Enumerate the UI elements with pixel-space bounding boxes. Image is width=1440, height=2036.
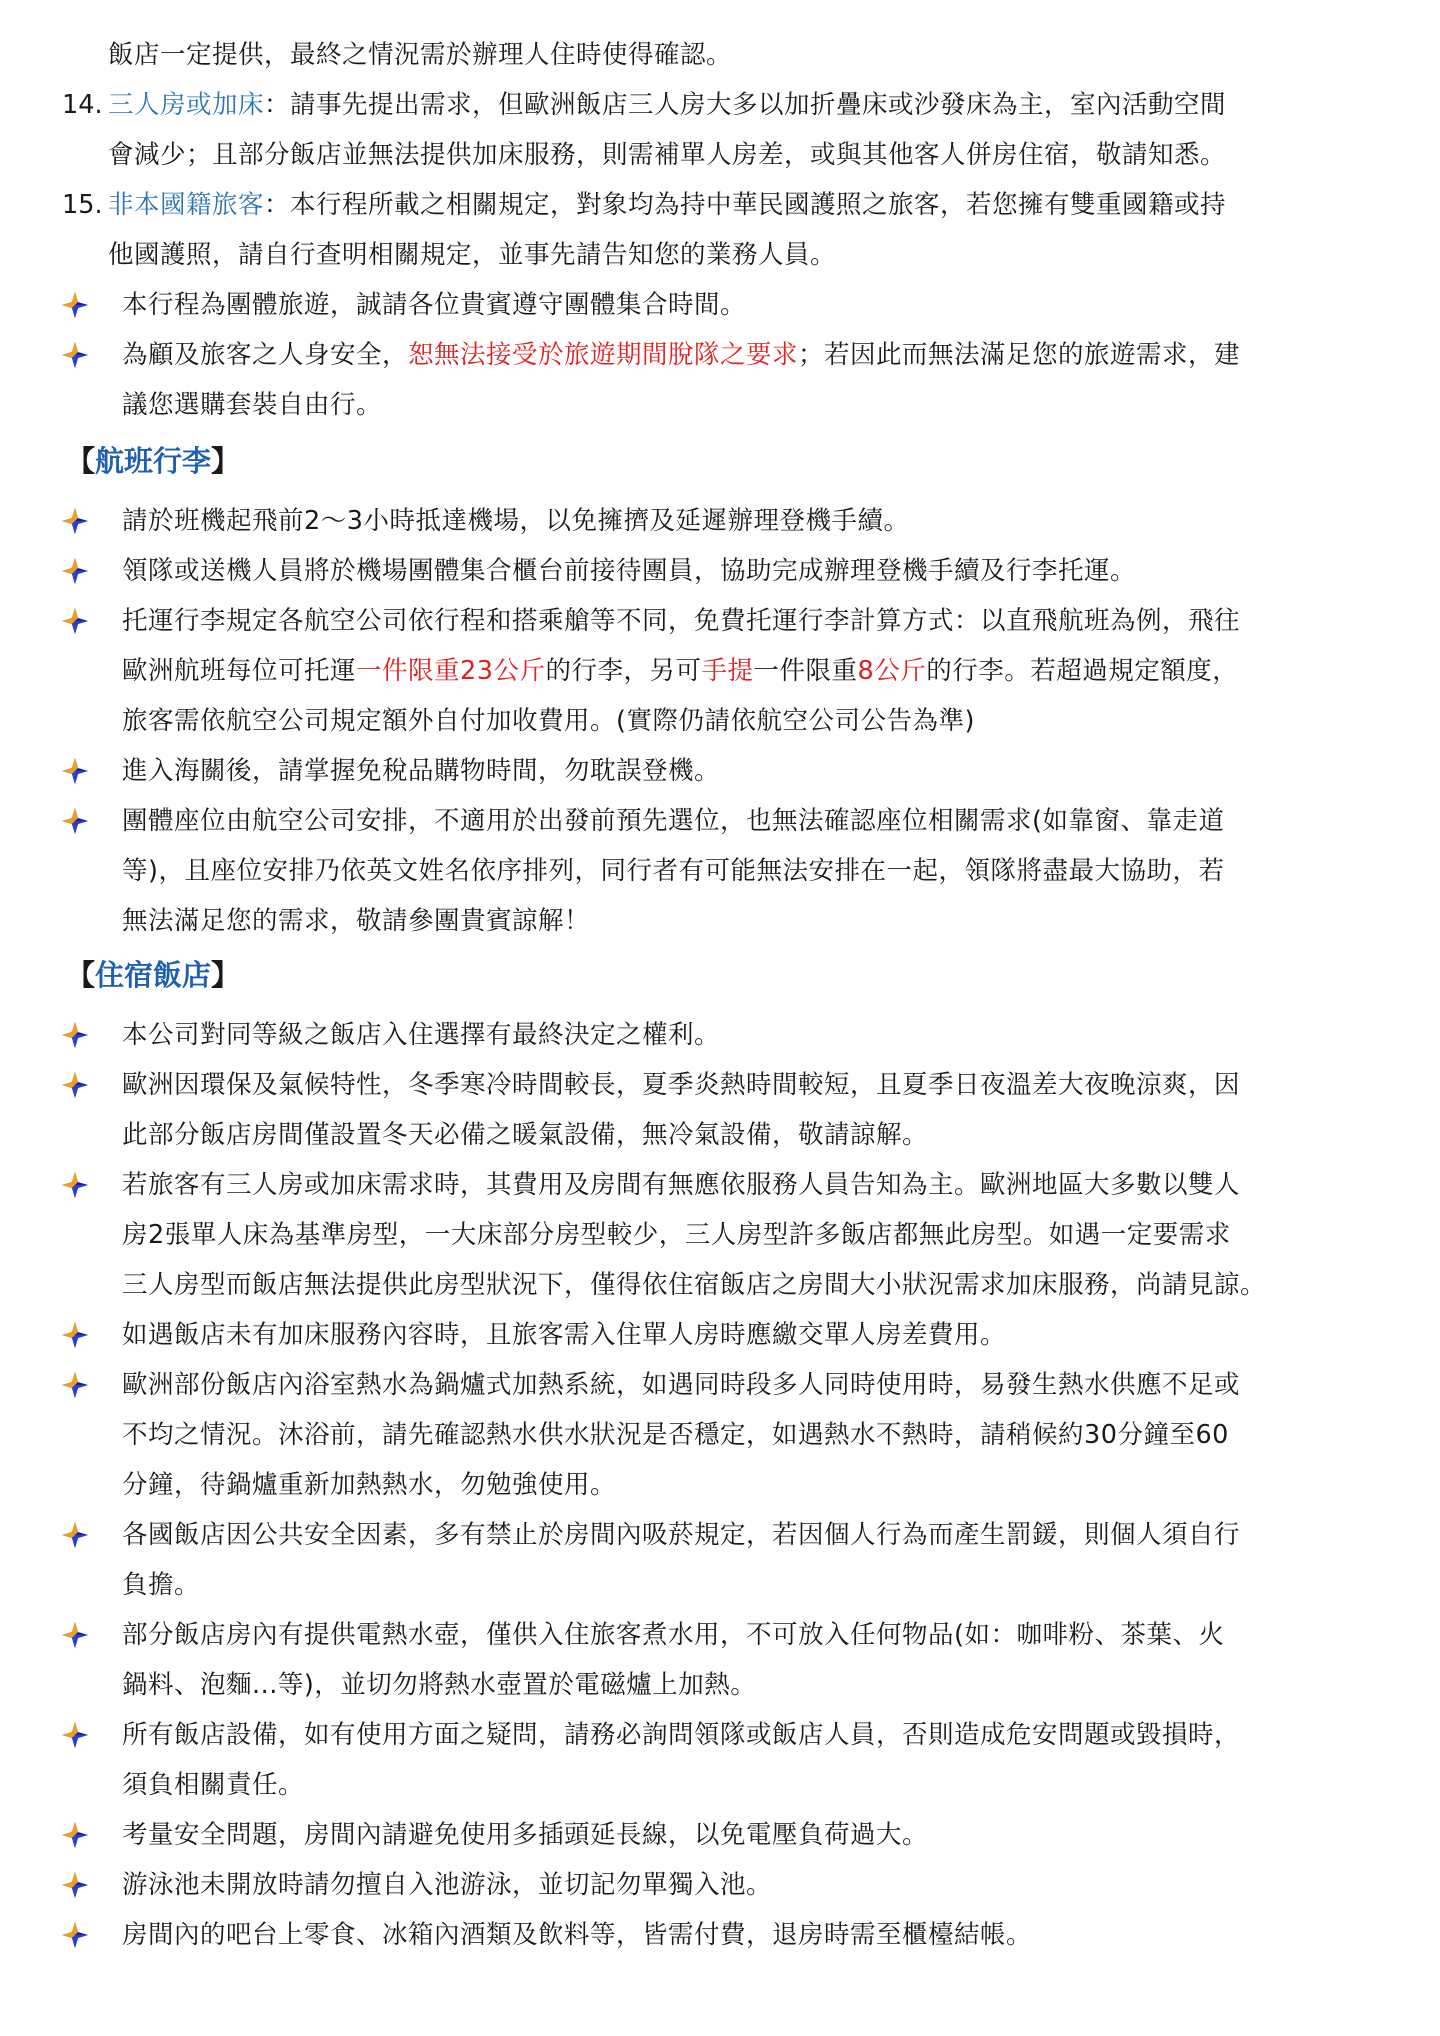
hotel-bullet-10: 游泳池未開放時請勿擅自入池游泳，並切記勿單獨入池。 (122, 1870, 773, 1900)
item-15-keyword: 非本國籍旅客 (108, 190, 265, 220)
hotel-bullet-3-line-1: 若旅客有三人房或加床需求時，其費用及房間有無應依服務人員告知為主。歐洲地區大多數以雙人 (122, 1170, 1241, 1200)
bullet-icon (60, 1320, 90, 1350)
hotel-bullet-4: 如遇飯店未有加床服務內容時，且旅客需入住單人房時應繳交單人房差費用。 (122, 1320, 1007, 1350)
bullet-icon (60, 1020, 90, 1050)
general-bullet-1: 本行程為團體旅遊，誠請各位貴賓遵守團體集合時間。 (122, 290, 747, 320)
general-bullet-2-line-1 (122, 338, 1240, 372)
bullet-icon (60, 606, 90, 636)
item-14-keyword: 三人房或加床 (108, 90, 265, 120)
item-15-line-1 (108, 188, 1226, 222)
general-bullet-2-text-a: 為顧及旅客之人身安全， (122, 340, 409, 370)
item-14-line-2: 會減少；且部分飯店並無法提供加床服務，則需補單人房差，或與其他客人併房住宿，敬請知悉。 (108, 140, 1227, 170)
flight-bullet-5-line-1: 團體座位由航空公司安排，不適用於出發前預先選位，也無法確認座位相關需求(如靠窗、靠走道 (122, 806, 1225, 836)
flight-b3-carry-on: 手提 (701, 656, 754, 686)
flight-b3-text-c: 一件限重 (753, 656, 858, 686)
bullet-icon (60, 1920, 90, 1950)
flight-b3-text-b: 的行李，另可 (545, 656, 702, 686)
hotel-bullet-2-line-2: 此部分飯店房間僅設置冬天必備之暖氣設備，無冷氣設備，敬請諒解。 (122, 1120, 929, 1150)
flight-bullet-2: 領隊或送機人員將於機場團體集合櫃台前接待團員，協助完成辦理登機手續及行李托運。 (122, 556, 1137, 586)
hotel-bullet-3-line-3: 三人房型而飯店無法提供此房型狀況下，僅得依住宿飯店之房間大小狀況需求加床服務，尚請見諒。 (122, 1270, 1267, 1300)
section-heading-hotel (66, 956, 240, 994)
hotel-bullet-1: 本公司對同等級之飯店入住選擇有最終決定之權利。 (122, 1020, 721, 1050)
heading-hotel-title: 住宿飯店 (95, 958, 212, 992)
hotel-bullet-6-line-1: 各國飯店因公共安全因素，多有禁止於房間內吸菸規定，若因個人行為而產生罰鍰，則個人須自行 (122, 1520, 1241, 1550)
heading-bracket-open: 【 (66, 444, 96, 478)
hotel-bullet-6-line-2: 負擔。 (122, 1570, 201, 1600)
bullet-icon (60, 1520, 90, 1550)
bullet-icon (60, 1620, 90, 1650)
flight-bullet-5-line-3: 無法滿足您的需求，敬請參團貴賓諒解！ (122, 906, 591, 936)
general-bullet-2-warning: 恕無法接受於旅遊期間脫隊之要求 (408, 340, 799, 370)
bullet-icon (60, 506, 90, 536)
bullet-icon (60, 1720, 90, 1750)
hotel-bullet-8-line-2: 須負相關責任。 (122, 1770, 305, 1800)
flight-b3-carry-limit: 8公斤 (857, 656, 927, 686)
flight-bullet-5-line-2: 等)，且座位安排乃依英文姓名依序排列，同行者有可能無法安排在一起，領隊將盡最大協助，若 (122, 856, 1225, 886)
bullet-icon (60, 1170, 90, 1200)
flight-bullet-4: 進入海關後，請掌握免稅品購物時間，勿耽誤登機。 (122, 756, 721, 786)
hotel-bullet-5-line-1: 歐洲部份飯店內浴室熱水為鍋爐式加熱系統，如遇同時段多人同時使用時，易發生熱水供應不足或 (122, 1370, 1241, 1400)
bullet-icon (60, 756, 90, 786)
bullet-icon (60, 290, 90, 320)
flight-bullet-3-line-2 (122, 654, 1238, 688)
hotel-bullet-8-line-1: 所有飯店設備，如有使用方面之疑問，請務必詢問領隊或飯店人員，否則造成危安問題或毀損時， (122, 1720, 1241, 1750)
bullet-icon (60, 806, 90, 836)
hotel-bullet-2-line-1: 歐洲因環保及氣候特性，冬季寒冷時間較長，夏季炎熱時間較短，且夏季日夜溫差大夜晚涼爽，因 (122, 1070, 1241, 1100)
heading-flight-title: 航班行李 (95, 444, 212, 478)
flight-bullet-3-line-1: 托運行李規定各航空公司依行程和搭乘艙等不同，免費托運行李計算方式：以直飛航班為例，飛往 (122, 606, 1241, 636)
flight-bullet-1: 請於班機起飛前2～3小時抵達機場，以免擁擠及延遲辦理登機手續。 (122, 506, 910, 536)
hotel-bullet-5-line-3: 分鐘，待鍋爐重新加熱熱水，勿勉強使用。 (122, 1470, 617, 1500)
heading-bracket-close: 】 (211, 444, 241, 478)
bullet-icon (60, 1370, 90, 1400)
flight-b3-text-d: 的行李。若超過規定額度， (926, 656, 1239, 686)
hotel-bullet-9: 考量安全問題，房間內請避免使用多插頭延長線，以免電壓負荷過大。 (122, 1820, 929, 1850)
bullet-icon (60, 1820, 90, 1850)
bullet-icon (60, 1070, 90, 1100)
section-heading-flight (66, 442, 240, 480)
flight-bullet-3-line-3: 旅客需依航空公司規定額外自付加收費用。(實際仍請依航空公司公告為準) (122, 706, 975, 736)
item-14-text: ：請事先提出需求，但歐洲飯店三人房大多以加折疊床或沙發床為主，室內活動空間 (264, 90, 1227, 120)
continuation-text: 飯店一定提供，最終之情況需於辦理人住時使得確認。 (108, 40, 733, 70)
heading-bracket-close: 】 (211, 958, 241, 992)
hotel-bullet-7-line-2: 鍋料、泡麵...等)，並切勿將熱水壺置於電磁爐上加熱。 (122, 1670, 757, 1700)
hotel-bullet-11: 房間內的吧台上零食、冰箱內酒類及飲料等，皆需付費，退房時需至櫃檯結帳。 (122, 1920, 1033, 1950)
item-15-text: ：本行程所載之相關規定，對象均為持中華民國護照之旅客，若您擁有雙重國籍或持 (264, 190, 1227, 220)
item-15-line-2: 他國護照，請自行查明相關規定，並事先請告知您的業務人員。 (108, 240, 837, 270)
item-14-number: 14. (62, 90, 103, 120)
hotel-bullet-3-line-2: 房2張單人床為基準房型，一大床部分房型較少，三人房型許多飯店都無此房型。如遇一定要需求 (122, 1220, 1231, 1250)
general-bullet-2-text-b: ；若因此而無法滿足您的旅遊需求，建 (798, 340, 1241, 370)
general-bullet-2-line-2: 議您選購套裝自由行。 (122, 390, 383, 420)
flight-b3-checked-limit: 一件限重23公斤 (356, 656, 546, 686)
item-15-number: 15. (62, 190, 103, 220)
hotel-bullet-5-line-2: 不均之情況。沐浴前，請先確認熱水供水狀況是否穩定，如遇熱水不熱時，請稍候約30分鐘至60 (122, 1420, 1229, 1450)
item-14-line-1 (108, 88, 1226, 122)
heading-bracket-open: 【 (66, 958, 96, 992)
bullet-icon (60, 556, 90, 586)
flight-b3-text-a: 歐洲航班每位可托運 (122, 656, 357, 686)
bullet-icon (60, 1870, 90, 1900)
hotel-bullet-7-line-1: 部分飯店房內有提供電熱水壺，僅供入住旅客煮水用，不可放入任何物品(如：咖啡粉、茶葉、火 (122, 1620, 1225, 1650)
bullet-icon (60, 340, 90, 370)
